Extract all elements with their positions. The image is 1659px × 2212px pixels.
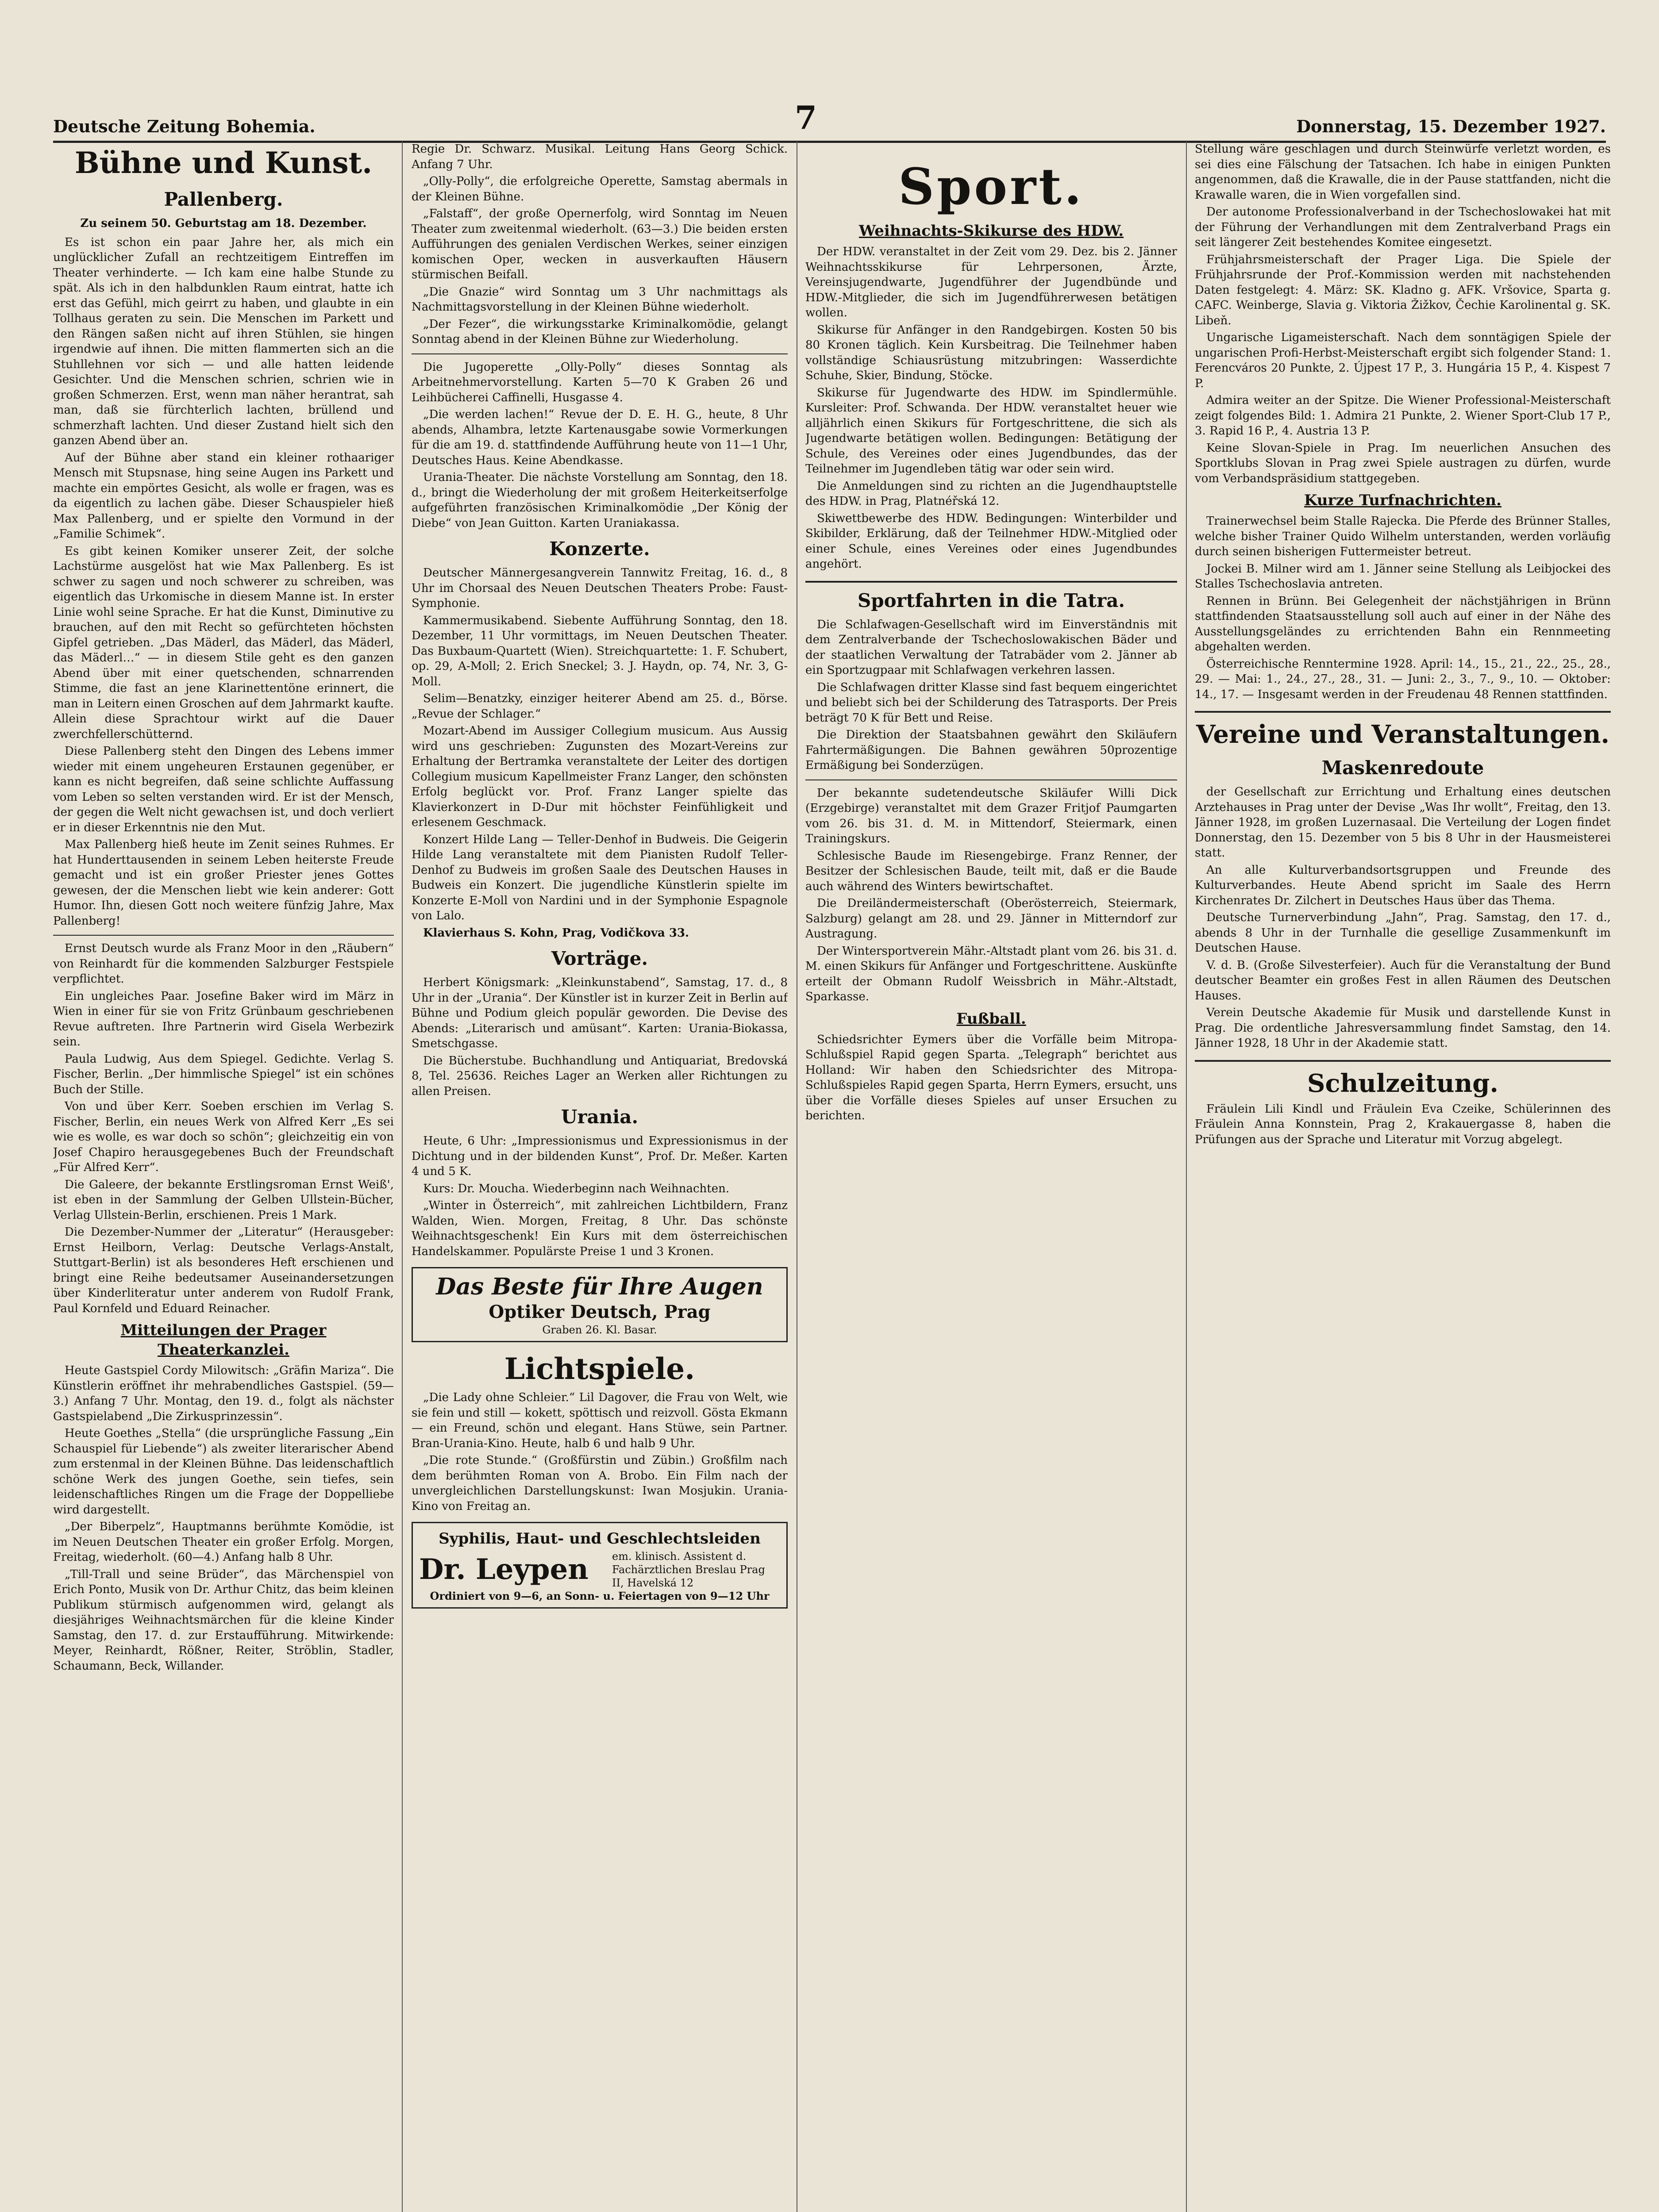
schulzeitung-title: Schulzeitung. bbox=[1307, 1068, 1498, 1098]
divider bbox=[805, 581, 1177, 583]
ad-doctor-name: Dr. Leypen bbox=[419, 1552, 589, 1586]
column-3 bbox=[805, 142, 1177, 2212]
paragraph: Keine Slovan-Spiele in Prag. Im neuerlichen Ansuchen des Sportklubs Slovan in Prag zwei Spiele austragen zu dürfen, wurde vom Verbandspräsidium stattgegeben. bbox=[1195, 441, 1611, 485]
paragraph: Österreichische Renntermine 1928. April: 14., 15., 21., 22., 25., 28., 29. — Mai: 1., 24., 27., 28., 31. — Juni: 2., 3., 7., 9., 10. — Oktober: 14., 17. — Insgesamt werden in der Freudenau 48 Rennen stattfinden. bbox=[1195, 657, 1611, 701]
ski-courses-title: Weihnachts-Skikurse des HDW. bbox=[858, 222, 1124, 240]
urania-title: Urania. bbox=[561, 1106, 639, 1128]
paragraph: Verein Deutsche Akademie für Musik und darstellende Kunst in Prag. Die ordentliche Jahresversammlung findet Samstag, den 14. Jänner 1928, 18 Uhr in der Akademie statt. bbox=[1195, 1006, 1611, 1050]
notice: Von und über Kerr. Soeben erschien im Verlag S. Fischer, Berlin, ein neues Werk von Alfred Kerr „Es sei wie es wolle, es war doch so schön“; gleichzeitig ein von Josef Chapiro herausgegebenes Buch der Freundschaft „Für Alfred Kerr“. bbox=[53, 1100, 394, 1174]
paragraph: Konzert Hilde Lang — Teller-Denhof in Budweis. Die Geigerin Hilde Lang veranstaltete mit dem Pianisten Rudolf Teller-Denhof zu Budweis im großen Saale des Deutschen Hauses in Budweis ein Konzert. Die jugendliche Künstlerin spielte im Konzerte E-Moll von Nardini und in der Symphonie Espagnole von Lalo. bbox=[412, 833, 788, 922]
notice: „Till-Trall und seine Brüder“, das Märchenspiel von Erich Ponto, Musik von Dr. Arthur Chitz, das beim kleinen Publikum stürmisch aufgenommen wird, gelangt als diesjähriges Weihnachtsmärchen für die kleine Kinder Samstag, den 17. d. zur Erstaufführung. Mitwirkende: Meyer, Reinhardt, Rößner, Reiter, Ströblin, Stadler, Schaumann, Beck, Willander. bbox=[53, 1567, 394, 1673]
ad-klavierhaus: Klavierhaus S. Kohn, Prag, Vodičkova 33. bbox=[423, 926, 689, 940]
theater-announcements-title: Mitteilungen der Prager Theaterkanzlei. bbox=[120, 1321, 327, 1359]
paper-name: Deutsche Zeitung Bohemia. bbox=[53, 116, 316, 136]
divider bbox=[53, 935, 394, 936]
paragraph: Die Schlafwagen-Gesellschaft wird im Einverständnis mit dem Zentralverbande der Tschechoslowakischen Bäder und der staatlichen Verwaltung der Tatrabäder vom 2. Jänner ab ein Sportzugpaar mit Schlafwagen verkehren lassen. bbox=[805, 618, 1177, 677]
paragraph: „Die rote Stunde.“ (Großfürstin und Zübin.) Großfilm nach dem berühmten Roman von A. Brobo. Ein Film nach der unvergleichlichen Darstellungskunst: Iwan Mosjukin. Urania-Kino von Freitag an. bbox=[412, 1454, 788, 1513]
article-title-pallenberg: Pallenberg. bbox=[164, 188, 283, 210]
paragraph: „Falstaff“, der große Opernerfolg, wird Sonntag im Neuen Theater zum zweitenmal wiederholt. (63—3.) Die beiden ersten Aufführungen des genialen Verdischen Werkes, seiner einzigen komischen Oper, wecken in ausverkauften Häusern stürmischen Beifall. bbox=[412, 207, 788, 281]
paragraph: Mozart-Abend im Aussiger Collegium musicum. Aus Aussig wird uns geschrieben: Zugunsten des Mozart-Vereins zur Erhaltung der Bertramka veranstaltete der Leiter des dortigen Collegium musicum Kapellmeister Franz Langer, den schönsten Erfolg beglückt vor. Prof. Franz Langer spielte das Klavierkonzert in D-Dur mit höchster Feinfühligkeit und erlesenem Geschmack. bbox=[412, 724, 788, 829]
talks-title: Vorträge. bbox=[551, 948, 648, 969]
divider bbox=[1195, 1060, 1611, 1062]
lichtspiele-title: Lichtspiele. bbox=[504, 1352, 695, 1386]
paragraph: Die Dreiländermeisterschaft (Oberösterreich, Steiermark, Salzburg) gelangt am 28. und 29. Jänner in Mitterndorf zur Austragung. bbox=[805, 897, 1177, 941]
paragraph: Trainerwechsel beim Stalle Rajecka. Die Pferde des Brünner Stalles, welche bisher Trainer Quido Wilhelm unterstanden, werden vorläufig durch seinen bisherigen Futtermeister betreut. bbox=[1195, 515, 1611, 558]
paragraph: Die Jugoperette „Olly-Polly“ dieses Sonntag als Arbeitnehmervorstellung. Karten 5—70 K Graben 26 und Leihbücherei Caffinelli, Husgasse 4. bbox=[412, 360, 788, 404]
notice: Ernst Deutsch wurde als Franz Moor in den „Räubern“ von Reinhardt für die kommenden Salzburger Festspiele verpflichtet. bbox=[53, 942, 394, 986]
notice: Ein ungleiches Paar. Josefine Baker wird im März in Wien in einer für sie von Fritz Grünbaum geschriebenen Revue auftreten. Ihre Partnerin wird Gisela Werbezirk sein. bbox=[53, 989, 394, 1048]
ad-address: Graben 26. Kl. Basar. bbox=[542, 1324, 657, 1336]
paragraph: Es gibt keinen Komiker unserer Zeit, der solche Lachstürme ausgelöst hat wie Max Pallenberg. Es ist schwer zu sagen und noch schwerer zu schreiben, was eigentlich das Urkomische in diesem Manne ist. In erster Linie wohl seine Sprache. Er hat die Kunst, Diminutive zu brauchen, auf den mit Recht so gefürchteten höchsten Gipfel getrieben. „Das Mäderl, das Mäderl, das Mäderl, das Mäderl…“ — in diesem Stile geht es den ganzen Abend über mit einer quetschenden, schnarrenden Stimme, die fast an jene Klarinettentöne erinnert, die man in Leitern einen Groschen auf dem Jahrmarkt kaufte. Allein diese Sprachtour wirkt auf die Dauer zwerchfellerschütternd. bbox=[53, 544, 394, 741]
maskenredoute-title: Maskenredoute bbox=[1321, 757, 1484, 779]
paragraph: Diese Pallenberg steht den Dingen des Lebens immer wieder mit einem ungeheuren Erstaunen gegenüber, er kann es nicht begreifen, daß seine schlichte Auffassung vom Leben so selten verstanden wird. Er ist der Mensch, der gegen die Welt nicht gewachsen ist, und doch verliert er in dieser Erkenntnis nie den Mut. bbox=[53, 745, 394, 834]
optiker-ad bbox=[412, 1267, 788, 1342]
paragraph: Max Pallenberg hieß heute im Zenit seines Ruhmes. Er hat Hunderttausenden in seinem Leben heiterste Freude gemacht und ist ein großer Priester jenes Gottes gewesen, der die Menschen liebt wie kein anderer: Gott Humor. Ihn, diesen Gott noch weitere fünfzig Jahre, Max Pallenberg! bbox=[53, 838, 394, 928]
paragraph: Kammermusikabend. Siebente Aufführung Sonntag, den 18. Dezember, 11 Uhr vormittags, im Neuen Deutschen Theater. Das Buxbaum-Quartett (Wien). Streichquartette: 1. F. Schubert, op. 29, A-Moll; 2. Erich Sneckel; 3. J. Haydn, op. 74, Nr. 3, G-Moll. bbox=[412, 614, 788, 688]
vereine-title: Vereine und Veranstaltungen. bbox=[1196, 720, 1609, 749]
paragraph: „Die Gnazie“ wird Sonntag um 3 Uhr nachmittags als Nachmittagsvorstellung in der Kleinen Bühne wiederholt. bbox=[412, 285, 788, 314]
paragraph: V. d. B. (Große Silvesterfeier). Auch für die Veranstaltung der Bund deutscher Beamter ein großes Fest in allen Räumen des Deutschen Hauses. bbox=[1195, 958, 1611, 1002]
paragraph: „Die werden lachen!“ Revue der D. E. H. G., heute, 8 Uhr abends, Alhambra, letzte Kartenausgabe sowie Vormerkungen für die am 19. d. stattfindende Aufführung heute von 11—1 Uhr, Deutsches Haus. Keine Abendkasse. bbox=[412, 408, 788, 467]
paragraph: Fräulein Lili Kindl und Fräulein Eva Czeike, Schülerinnen des Fräulein Anna Konnstein, Prag 2, Krakauergasse 8, haben die Prüfungen aus der Sprache und Literatur mit Vorzug abgelegt. bbox=[1195, 1102, 1611, 1146]
ad-hours: Ordiniert von 9—6, an Sonn- u. Feiertagen von 9—12 Uhr bbox=[430, 1590, 770, 1602]
notice: Die Dezember-Nummer der „Literatur“ (Herausgeber: Ernst Heilborn, Verlag: Deutsche Verlags-Anstalt, Stuttgart-Berlin) ist als besonderes Heft erschienen und bringt eine Reihe bedeutsamer Auseinandersetzungen über Kinderliteratur unter anderem von Rudolf Frank, Paul Kornfeld und Eduard Reinacher. bbox=[53, 1225, 394, 1315]
paragraph: Frühjahrsmeisterschaft der Prager Liga. Die Spiele der Frühjahrsrunde der Prof.-Kommission werden mit nachstehenden Daten festgelegt: 4. März: SK. Kladno g. AFK. Vršovice, Sparta g. CAFC. Weinberge, Slavia g. Viktoria Žižkov, Čechie Karolinental g. SK. Libeň. bbox=[1195, 253, 1611, 327]
paragraph: Herbert Königsmark: „Kleinkunstabend“, Samstag, 17. d., 8 Uhr in der „Urania“. Der Künstler ist in kurzer Zeit in Berlin auf Bühne und Podium gleich populär geworden. Die Devise des Abends: „Literarisch und amüsant“. Karten: Urania-Biokassa, Smetschgasse. bbox=[412, 976, 788, 1050]
ad-doctor-info: em. klinisch. Assistent d. Fachärztlichen Breslau Prag II, Havelská 12 bbox=[612, 1550, 765, 1589]
paragraph: An alle Kulturverbandsortsgruppen und Freunde des Kulturverbandes. Heute Abend spricht im Saale des Herrn Kirchenrates Dr. Zilchert in Deutsches Haus über das Thema. bbox=[1195, 863, 1611, 907]
divider bbox=[412, 353, 788, 354]
notice: Paula Ludwig, Aus dem Spiegel. Gedichte. Verlag S. Fischer, Berlin. „Der himmlische Spiegel“ ist ein schönes Buch der Stille. bbox=[53, 1052, 394, 1096]
paragraph: Die Schlafwagen dritter Klasse sind fast bequem eingerichtet und beliebt sich bei der Schilderung des Tatrasports. Der Preis beträgt 70 K für Bett und Reise. bbox=[805, 680, 1177, 725]
paragraph: Schiedsrichter Eymers über die Vorfälle beim Mitropa-Schlußspiel Rapid gegen Sparta. „Telegraph“ berichtet aus Holland: Wir haben den Schiedsrichter des Mitropa-Schlußspieles Rapid gegen Sparta, Herrn Eymers, ersucht, uns über die Vorfälle dieses Spieles auf unser Ersuchen zu berichten. bbox=[805, 1033, 1177, 1122]
paragraph: Die Bücherstube. Buchhandlung und Antiquariat, Bredovská 8, Tel. 25636. Reiches Lager an Werken aller Richtungen zu allen Preisen. bbox=[412, 1054, 788, 1098]
notice: Heute Goethes „Stella“ (die ursprüngliche Fassung „Ein Schauspiel für Liebende“) als zweiter literarischer Abend zum erstenmal in der Kleinen Bühne. Das leidenschaftlich schöne Werk des jungen Goethe, sein tiefes, sein leidenschaftliches Ringen um die Frage der Doppelliebe wird dargestellt. bbox=[53, 1427, 394, 1517]
paragraph: „Der Fezer“, die wirkungsstarke Kriminalkomödie, gelangt Sonntag abend in der Kleinen Bühne zur Wiederholung. bbox=[412, 317, 788, 346]
fussball-title: Fußball. bbox=[956, 1010, 1026, 1028]
paragraph: Die Anmeldungen sind zu richten an die Jugendhauptstelle des HDW. in Prag, Platnéřská 12. bbox=[805, 479, 1177, 508]
column-1 bbox=[53, 142, 394, 2212]
page-header bbox=[53, 101, 1606, 143]
turf-news-title: Kurze Turfnachrichten. bbox=[1304, 492, 1501, 509]
paragraph: Skikurse für Anfänger in den Randgebirgen. Kosten 50 bis 80 Kronen täglich. Kein Kursbeitrag. Die Teilnehmer haben vollständige Schiausrüstung mitzubringen: Wasserdichte Schuhe, Skier, Bindung, Stöcke. bbox=[805, 323, 1177, 382]
sport-title: Sport. bbox=[898, 158, 1084, 216]
paragraph: Deutsche Turnerverbindung „Jahn“, Prag. Samstag, den 17. d., abends 8 Uhr in der Turnhalle die gesellige Zusammenkunft im Deutschen Hause. bbox=[1195, 911, 1611, 955]
paragraph: Skikurse für Jugendwarte des HDW. im Spindlermühle. Kursleiter: Prof. Schwanda. Der HDW. veranstaltet heuer wie alljährlich einen Skikurs für Fortgeschrittene, die sich als Jugendwarte betätigen wollen. Bedingungen: Betätigung der Schule, des Vereines oder eines Jugendbundes, das der Teilnehmer im Jugendleben tätig war oder sein wird. bbox=[805, 386, 1177, 476]
issue-date: Donnerstag, 15. Dezember 1927. bbox=[1296, 116, 1606, 136]
section-title-buehne: Bühne und Kunst. bbox=[74, 146, 373, 180]
column-rule bbox=[1186, 142, 1187, 2212]
paragraph: Der autonome Professionalverband in der Tschechoslowakei hat mit der Führung der Verhandlungen mit dem Zentralverband Prags ein seit längerer Zeit bestehendes Komitee eingesetzt. bbox=[1195, 205, 1611, 249]
paragraph: Ungarische Ligameisterschaft. Nach dem sonntägigen Spiele der ungarischen Profi-Herbst-Meisterschaft ergibt sich folgender Stand: 1. Ferencváros 20 Punkte, 2. Újpest 17 P., 3. Hungária 15 P., 4. Kispest 7 P. bbox=[1195, 331, 1611, 390]
paragraph: Deutscher Männergesangverein Tannwitz Freitag, 16. d., 8 Uhr im Chorsaal des Neuen Deutschen Theaters Probe: Faust-Symphonie. bbox=[412, 566, 788, 610]
paragraph: Selim—Benatzky, einziger heiterer Abend am 25. d., Börse. „Revue der Schlager.“ bbox=[412, 692, 788, 721]
tatra-title: Sportfahrten in die Tatra. bbox=[857, 589, 1125, 611]
paragraph: Der HDW. veranstaltet in der Zeit vom 29. Dez. bis 2. Jänner Weihnachtsskikurse für Lehrpersonen, Ärzte, Vereinsjugendwarte, Jugendführer der Jugendbünde und HDW.-Mitglieder, die sich im Jugendführerwesen betätigen wollen. bbox=[805, 245, 1177, 319]
notice: Heute Gastspiel Cordy Milowitsch: „Gräfin Mariza“. Die Künstlerin eröffnet ihr mehrabendliches Gastspiel. (59—3.) Anfang 7 Uhr. Montag, den 19. d., folgt als nächster Gastspielabend „Die Zirkusprinzessin“. bbox=[53, 1364, 394, 1423]
paragraph: Der bekannte sudetendeutsche Skiläufer Willi Dick (Erzgebirge) veranstaltet mit dem Grazer Fritjof Paumgarten vom 26. bis 31. d. M. in Mittendorf, Steiermark, einen Trainingskurs. bbox=[805, 786, 1177, 845]
paragraph: Es ist schon ein paar Jahre her, als mich ein unglücklicher Zufall an rechtzeitigem Eintreffen im Theater verhinderte. — Ich kam eine halbe Stunde zu spät. Als ich in den halbdunklen Raum eintrat, hatte ich erst das Gefühl, mich geirrt zu haben, und glaubte in ein Tollhaus geraten zu sein. Die Menschen im Parkett und den Rängen saßen nicht auf ihren Stühlen, sie hingen irgendwie auf ihnen. Die mitten flammerten sich an die Stuhllehnen vor sich — und alle hatten leidende Gesichter. Und die Menschen schrien, schrien wie in großen Schmerzen. Erst, wenn man näher herantrat, sah man, daß sie fürchterlich lachten, brüllend und schmerzhaft lachten. Und dieser Zustand hielt sich den ganzen Abend über an. bbox=[53, 235, 394, 447]
paragraph: Skiwettbewerbe des HDW. Bedingungen: Winterbilder und Skibilder, Erklärung, daß der Teilnehmer HDW.-Mitglied oder einer Schule, eines Vereines oder eines Jugendbundes angehört. bbox=[805, 511, 1177, 571]
concerts-title: Konzerte. bbox=[549, 538, 650, 560]
column-rule bbox=[402, 142, 403, 2212]
paragraph: Stellung wäre geschlagen und durch Steinwürfe verletzt worden, es sei dies eine Fälschung der Tatsachen. Ich habe in einigen Punkten angenommen, daß die Krawalle, die in der Pause stattfanden, nicht die Krawalle waren, die in Wien vorgefallen sind. bbox=[1195, 142, 1611, 202]
notice: Die Galeere, der bekannte Erstlingsroman Ernst Weiß', ist eben in der Sammlung der Gelben Ullstein-Bücher, Verlag Ullstein-Berlin, erschienen. Preis 1 Mark. bbox=[53, 1178, 394, 1222]
paragraph: Jockei B. Milner wird am 1. Jänner seine Stellung als Leibjockei des Stalles Tschechoslavia antreten. bbox=[1195, 562, 1611, 591]
paragraph: Schlesische Baude im Riesengebirge. Franz Renner, der Besitzer der Schlesischen Baude, teilt mit, daß er die Baude auch während des Winters bewirtschaftet. bbox=[805, 849, 1177, 893]
column-4 bbox=[1195, 142, 1611, 2212]
paragraph: Rennen in Brünn. Bei Gelegenheit der nächstjährigen in Brünn stattfindenden Staatsausstellung soll auch auf einer in der Nähe des Ausstellungsgeländes zu errichtenden Bahn ein Rennmeeting abgehalten werden. bbox=[1195, 594, 1611, 653]
paragraph: Die Direktion der Staatsbahnen gewährt den Skiläufern Fahrtermäßigungen. Die Bahnen gewähren 50prozentige Ermäßigung bei Sonderzügen. bbox=[805, 728, 1177, 772]
leypen-ad bbox=[412, 1522, 788, 1609]
paragraph: Der Wintersportverein Mähr.-Altstadt plant vom 26. bis 31. d. M. einen Skikurs für Anfänger und Fortgeschrittene. Auskünfte erteilt der Obmann Rudolf Weissbrich in Mähr.-Altstadt, Sparkasse. bbox=[805, 944, 1177, 1003]
paragraph: Admira weiter an der Spitze. Die Wiener Professional-Meisterschaft zeigt folgendes Bild: 1. Admira 21 Punkte, 2. Wiener Sport-Club 17 P., 3. Rapid 16 P., 4. Austria 13 P. bbox=[1195, 394, 1611, 438]
paragraph: „Die Lady ohne Schleier.“ Lil Dagover, die Frau von Welt, wie sie fein und still — kokett, spöttisch und reizvoll. Gösta Ekmann — ein Freund, schön und elegant. Hans Stüwe, sein Partner. Bran-Urania-Kino. Heute, halb 6 und halb 9 Uhr. bbox=[412, 1391, 788, 1450]
page-number: 7 bbox=[794, 99, 817, 136]
divider bbox=[1195, 711, 1611, 713]
ad-headline: Das Beste für Ihre Augen bbox=[436, 1273, 763, 1300]
article-subtitle: Zu seinem 50. Geburtstag am 18. Dezember. bbox=[80, 217, 367, 230]
paragraph: der Gesellschaft zur Errichtung und Erhaltung eines deutschen Arztehauses in Prag unter der Devise „Was Ihr wollt“, Freitag, den 13. Jänner 1928, im großen Luzernasaal. Die Verteilung der Logen findet Donnerstag, den 15. Dezember von 5 bis 8 Uhr in der Hausmeisterei statt. bbox=[1195, 785, 1611, 860]
paragraph: Heute, 6 Uhr: „Impressionismus und Expressionismus in der Dichtung und in der bildenden Kunst“, Prof. Dr. Meßer. Karten 4 und 5 K. bbox=[412, 1134, 788, 1178]
notice: „Der Biberpelz“, Hauptmanns berühmte Komödie, ist im Neuen Deutschen Theater ein großer Erfolg. Morgen, Freitag, wiederholt. (60—4.) Anfang halb 8 Uhr. bbox=[53, 1520, 394, 1564]
paragraph: „Winter in Österreich“, mit zahlreichen Lichtbildern, Franz Walden, Wien. Morgen, Freitag, 8 Uhr. Das schönste Weihnachtsgeschenk! Ein Kurs mit dem österreichischen Handelskammer. Populärste Preise 1 und 3 Kronen. bbox=[412, 1199, 788, 1258]
paragraph: Urania-Theater. Die nächste Vorstellung am Sonntag, den 18. d., bringt die Wiederholung der mit großem Heiterkeitserfolge aufgeführten französischen Kriminalkomödie „Der König der Diebe“ von Jean Guitton. Karten Uraniakassa. bbox=[412, 471, 788, 530]
ad-firm: Optiker Deutsch, Prag bbox=[489, 1302, 711, 1322]
paragraph: Kurs: Dr. Moucha. Wiederbeginn nach Weihnachten. bbox=[423, 1182, 730, 1195]
paragraph: Regie Dr. Schwarz. Musikal. Leitung Hans Georg Schick. Anfang 7 Uhr. bbox=[412, 142, 788, 171]
paragraph: „Olly-Polly“, die erfolgreiche Operette, Samstag abermals in der Kleinen Bühne. bbox=[412, 175, 788, 204]
paragraph: Auf der Bühne aber stand ein kleiner rothaariger Mensch mit Stupsnase, hing seine Augen ins Parkett und machte ein empörtes Gesicht, als wolle er fragen, was es da eigentlich zu lachen gäbe. Dieser Schauspieler hieß Max Pallenberg, und er spielte den Vormund in der „Familie Schimek“. bbox=[53, 451, 394, 541]
column-2 bbox=[412, 142, 788, 2212]
ad-topline: Syphilis, Haut- und Geschlechtsleiden bbox=[439, 1530, 761, 1548]
